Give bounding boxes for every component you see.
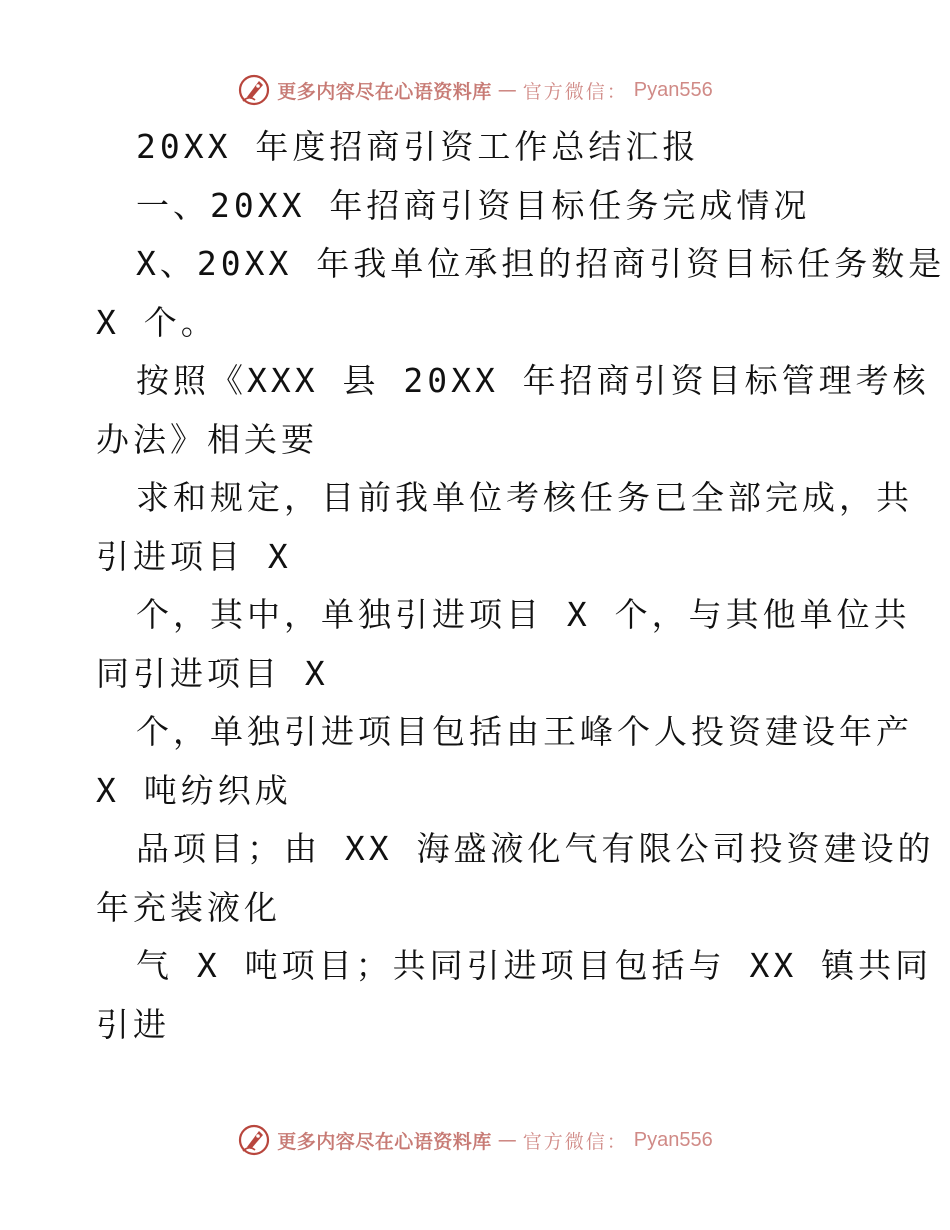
banner-wechat-id: Pyan556 — [633, 1128, 713, 1151]
paragraph-line: 个，单独引进项目包括由王峰个人投资建设年产 — [136, 712, 913, 751]
header-watermark-banner — [0, 70, 950, 110]
document-body — [96, 118, 946, 1054]
paragraph-line: X 吨纺织成 — [96, 770, 292, 810]
paragraph-line: 气 X 吨项目；共同引进项目包括与 XX 镇共同 — [136, 946, 933, 985]
banner-wechat-id: Pyan556 — [633, 78, 713, 101]
paragraph-line: 个，其中，单独引进项目 X 个，与其他单位共 — [136, 595, 911, 634]
section-heading: 一、20XX 年招商引资目标任务完成情况 — [136, 185, 811, 225]
banner-text: 更多内容尽在心语资料库 — [277, 80, 492, 103]
paragraph-line: X、20XX 年我单位承担的招商引资目标任务数是 — [136, 244, 946, 283]
banner-wechat-label: 官方微信： — [522, 80, 628, 103]
document-title: 20XX 年度招商引资工作总结汇报 — [136, 127, 700, 166]
paragraph-line: 年充装液化 — [96, 887, 281, 927]
pen-nib-logo-icon — [237, 73, 271, 107]
paragraph-line: 求和规定，目前我单位考核任务已全部完成，共 — [136, 478, 913, 517]
banner-text: 更多内容尽在心语资料库 — [277, 1130, 492, 1153]
banner-wechat-label: 官方微信： — [522, 1130, 628, 1153]
paragraph-line: 按照《XXX 县 20XX 年招商引资目标管理考核 — [136, 361, 930, 400]
paragraph-line: 办法》相关要 — [96, 419, 318, 459]
pen-nib-logo-icon — [237, 1123, 271, 1157]
paragraph-line: X 个。 — [96, 302, 218, 342]
paragraph-line: 引进项目 X — [96, 536, 292, 576]
paragraph-line: 同引进项目 X — [96, 653, 329, 693]
banner-dash: — — [497, 79, 517, 101]
banner-dash: — — [497, 1129, 517, 1151]
paragraph-line: 引进 — [96, 1004, 170, 1044]
paragraph-line: 品项目；由 XX 海盛液化气有限公司投资建设的 — [136, 829, 935, 868]
footer-watermark-banner — [0, 1120, 950, 1160]
